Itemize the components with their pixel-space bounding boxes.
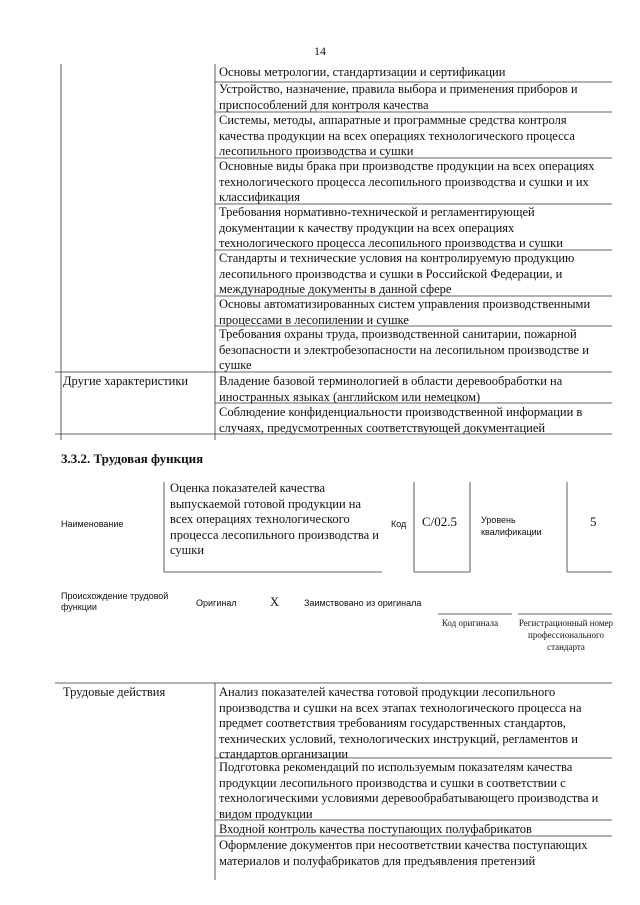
knowledge-row: Системы, методы, аппаратные и программные средства контроля качества продукции на всех операциях технологического процесса лесопильного производства и сушки	[219, 113, 575, 158]
original-mark: X	[270, 595, 280, 609]
labor-action-row: Входной контроль качества поступающих полуфабрикатов	[219, 822, 532, 836]
other-characteristics-row: Владение базовой терминологией в области деревообработки на иностранных языках (английском или немецком)	[219, 374, 563, 404]
labor-actions-label: Трудовые действия	[63, 685, 166, 699]
name-label: Наименование	[61, 519, 124, 529]
code-original-label: Код оригинала	[441, 618, 499, 628]
qualification-level-value: 5	[590, 514, 597, 529]
knowledge-row: Стандарты и технические условия на контролируемую продукцию лесопильного производства и сушки в Российской Федерации, и международные документы в данной сфере	[219, 251, 575, 296]
origin-label: Происхождение трудовой функции	[61, 591, 169, 612]
qualification-level-label: Уровень квалификации	[481, 515, 542, 537]
registration-number-label: Регистрационный номер профессионального стандарта	[518, 618, 614, 652]
borrowed-label: Заимствовано из оригинала	[304, 598, 422, 608]
code-label: Код	[391, 519, 407, 529]
knowledge-row: Основные виды брака при производстве продукции на всех операциях технологического процесса лесопильного производства и сушки и их классификация	[219, 159, 595, 204]
other-characteristics-label: Другие характеристики	[63, 374, 189, 388]
page-number: 14	[314, 44, 326, 58]
knowledge-row: Основы автоматизированных систем управления производственными процессами в лесопилении и сушке	[219, 297, 591, 327]
labor-action-row: Оформление документов при несоответствии качества поступающих материалов и полуфабрикатов для предъявления претензий	[219, 838, 588, 868]
function-title: Оценка показателей качества выпускаемой готовой продукции на всех операциях технологического процесса лесопильного производства и сушки	[170, 481, 379, 557]
original-label: Оригинал	[196, 598, 237, 608]
code-value: C/02.5	[422, 514, 458, 529]
other-characteristics-row: Соблюдение конфиденциальности производственной информации в случаях, предусмотренных соответствующей документацией	[219, 405, 583, 435]
knowledge-row: Требования охраны труда, производственной санитарии, пожарной безопасности и электробезопасности на лесопильном производстве и сушке	[219, 327, 589, 372]
labor-action-row: Анализ показателей качества готовой продукции лесопильного производства и сушки на всех этапах технологического процесса на предмет соответствия требованиям государственных стандартов, технических условий, технологических инструкций, регламентов и стандартов организации	[219, 685, 582, 761]
section-heading: 3.3.2. Трудовая функция	[61, 451, 204, 466]
knowledge-row: Требования нормативно-технической и регламентирующей документации к качеству продукции на всех операциях технологического процесса лесопильного производства и сушки	[219, 205, 563, 250]
knowledge-row: Устройство, назначение, правила выбора и применения приборов и приспособлений для контроля качества	[219, 82, 578, 112]
labor-action-row: Подготовка рекомендаций по используемым показателям качества продукции лесопильного производства и сушки в соответствии с технологическими условиями деревообрабатывающего производства и видом продукции	[219, 760, 599, 821]
knowledge-row: Основы метрологии, стандартизации и сертификации	[219, 65, 506, 79]
